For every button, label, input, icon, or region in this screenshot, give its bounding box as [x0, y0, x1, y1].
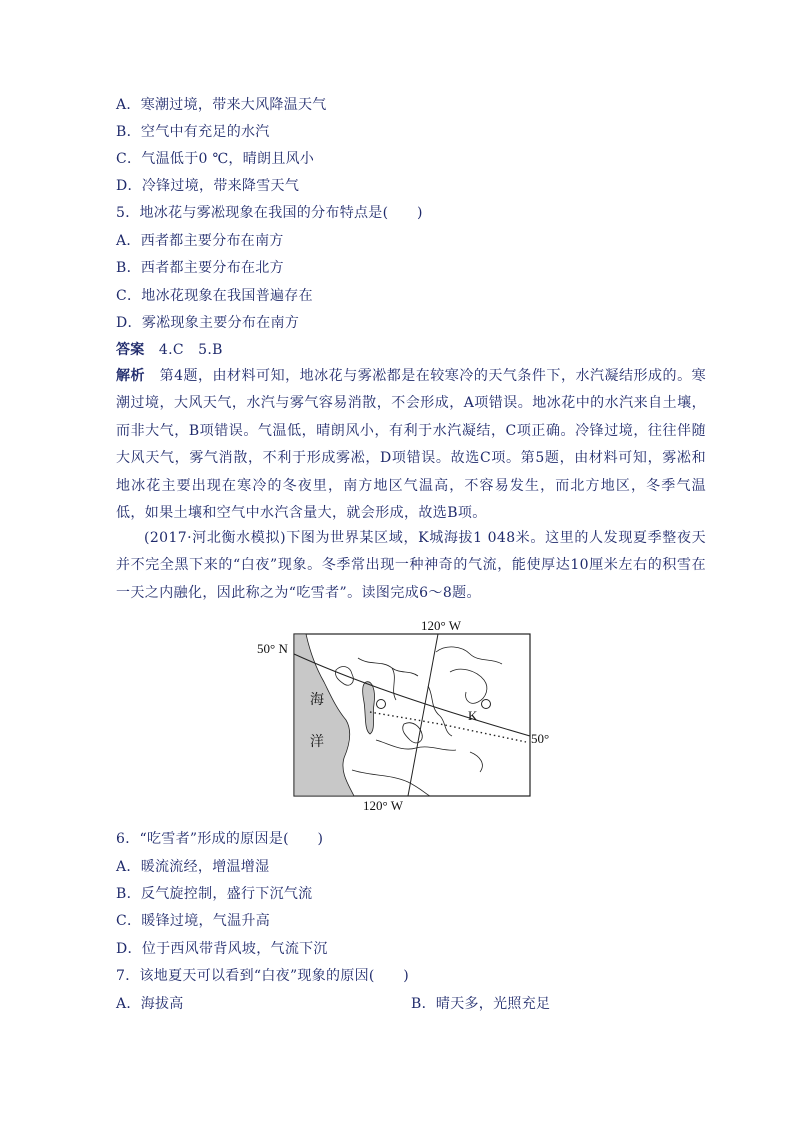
- q7-option-a: A．海拔高: [116, 996, 184, 1012]
- q6-stem: 6．“吃雪者”形成的原因是( ): [116, 831, 324, 847]
- q5-option-b: B．西者都主要分布在北方: [116, 260, 284, 276]
- q5-stem: 5．地冰花与雾凇现象在我国的分布特点是( ): [116, 205, 423, 221]
- answer-line: [116, 340, 223, 360]
- q6-option-d: D．位于西风带背风坡，气流下沉: [116, 941, 328, 957]
- ocean-label-2: 洋: [310, 734, 324, 750]
- city-marker: [377, 700, 386, 709]
- q4-option-b: B．空气中有充足的水汽: [116, 124, 270, 140]
- q4-option-d: D．冷锋过境，带来降雪天气: [116, 178, 300, 194]
- q5-option-d: D．雾凇现象主要分布在南方: [116, 315, 300, 331]
- region-map: [240, 612, 560, 817]
- city-k-label: K: [468, 708, 478, 723]
- answer-text: 4.C 5.B: [144, 342, 223, 358]
- q5-option-c: C．地冰花现象在我国普遍存在: [116, 288, 313, 304]
- q7-stem: 7．该地夏天可以看到“白夜”现象的原因( ): [116, 968, 410, 984]
- label-lon-bottom: 120° W: [363, 798, 403, 813]
- q5-option-a: A．西者都主要分布在南方: [116, 233, 284, 249]
- analysis-label: 解析: [116, 368, 146, 384]
- q7-option-b: B．晴天多，光照充足: [411, 996, 551, 1012]
- label-lat-left: 50° N: [257, 641, 288, 656]
- q6-option-b: B．反气旋控制，盛行下沉气流: [116, 886, 313, 902]
- city-k-marker: [482, 700, 491, 709]
- q6-option-a: A．暖流流经，增温增湿: [116, 859, 270, 875]
- analysis-text: 第4题，由材料可知，地冰花与雾凇都是在较寒冷的天气条件下，水汽凝结形成的。寒潮过境，大风天气，水汽与雾气容易消散，不会形成，A项错误。地冰花中的水汽来自土壤，而非大气，B项错误。气温低，晴朗风小，有利于水汽凝结，C项正确。冷锋过境，往往伴随大风天气，雾气消散，不利于形成雾凇，D项错误。故选C项。第5题，由材料可知，雾凇和地冰花主要出现在寒冷的冬夜里，南方地区气温高，不容易发生，而北方地区，冬季气温低，如果土壤和空气中水汽含量大，就会形成，故选B项。: [116, 368, 706, 522]
- analysis-paragraph: [116, 363, 706, 527]
- label-lat-right: 50°: [531, 731, 550, 746]
- question-intro: (2017·河北衡水模拟)下图为世界某区域，K城海拔1 048米。这里的人发现夏季整夜天并不完全黑下来的“白夜”现象。冬季常出现一种神奇的气流，能使厚达10厘米左右的积雪在一天之内融化，因此称之为“吃雪者”。读图完成6～8题。: [116, 530, 706, 601]
- ocean-label-1: 海: [310, 692, 324, 708]
- label-lon-top: 120° W: [421, 618, 461, 633]
- q4-option-a: A．寒潮过境，带来大风降温天气: [116, 97, 327, 113]
- q4-option-c: C．气温低于0 ℃，晴朗且风小: [116, 151, 315, 167]
- answer-label: 答案: [116, 342, 145, 358]
- q6-option-c: C．暖锋过境，气温升高: [116, 913, 271, 929]
